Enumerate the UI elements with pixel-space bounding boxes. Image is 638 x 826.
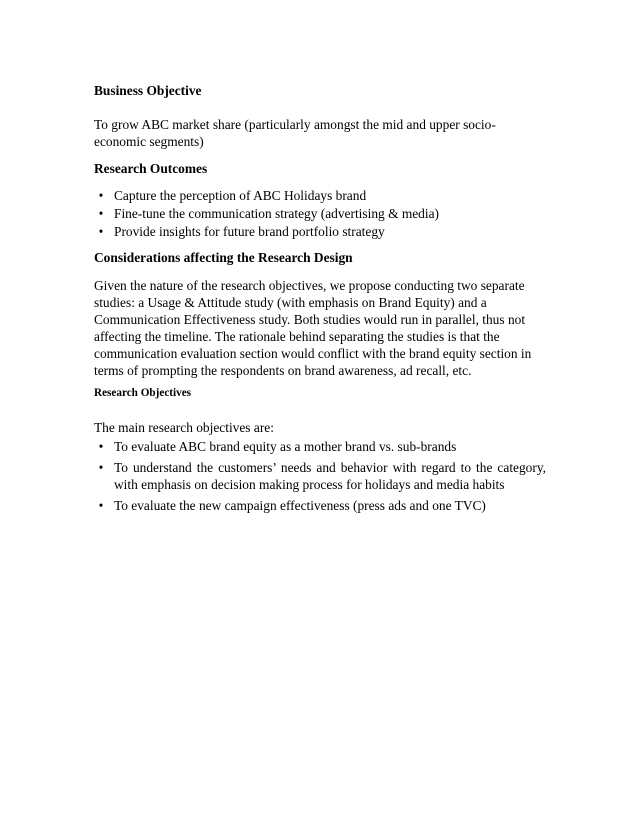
research-outcomes-list: [94, 187, 546, 240]
bullet-icon: •: [98, 460, 104, 475]
research-objectives-list: [94, 438, 546, 514]
considerations-heading: Considerations affecting the Research Design: [94, 250, 353, 265]
research-objectives-intro: The main research objectives are:: [94, 420, 274, 435]
list-item: [94, 438, 546, 455]
list-item-text: To understand the customers’ needs and behavior with regard to the category, with emphasis on decision making process for holidays and media habits: [114, 460, 546, 492]
list-item-text: Capture the perception of ABC Holidays brand: [114, 188, 367, 203]
bullet-icon: •: [98, 439, 104, 454]
bullet-icon: •: [98, 206, 104, 221]
list-item: [94, 497, 546, 514]
research-outcomes-heading: Research Outcomes: [94, 161, 208, 176]
bullet-icon: •: [98, 498, 104, 513]
list-item-text: Fine-tune the communication strategy (advertising & media): [114, 206, 440, 221]
list-item: [94, 187, 546, 204]
considerations-text: Given the nature of the research objectives, we propose conducting two separate studies: a Usage & Attitude study (with emphasis on Brand Equity) and a Communication Effectiveness study. Both studies would run in parallel, thus not affecting the timeline. The rationale behind separating the studies is that the communication evaluation section would conflict with the brand equity section in terms of prompting the respondents on brand awareness, ad recall, etc.: [94, 278, 532, 378]
bullet-icon: •: [98, 188, 104, 203]
list-item-text: Provide insights for future brand portfolio strategy: [114, 224, 385, 239]
business-objective-heading: Business Objective: [94, 83, 202, 98]
list-item-text: To evaluate ABC brand equity as a mother brand vs. sub-brands: [114, 439, 457, 454]
research-objectives-heading: Research Objectives: [94, 387, 192, 399]
list-item: [94, 223, 546, 240]
business-objective-text: To grow ABC market share (particularly amongst the mid and upper socio-economic segments): [94, 117, 496, 149]
list-item: [94, 459, 546, 493]
list-item-text: To evaluate the new campaign effectiveness (press ads and one TVC): [114, 498, 486, 513]
list-item: [94, 205, 546, 222]
bullet-icon: •: [98, 224, 104, 239]
